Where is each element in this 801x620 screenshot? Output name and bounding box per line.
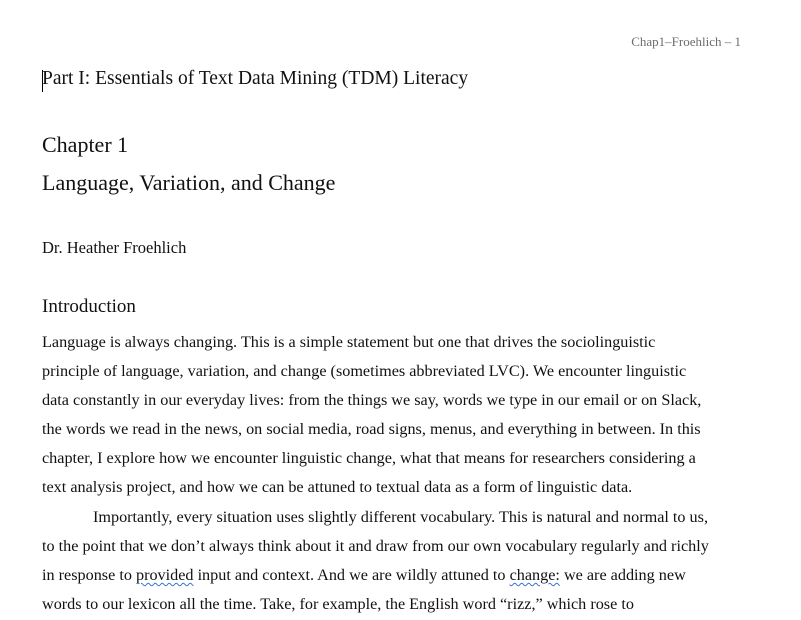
chapter-title[interactable]: Language, Variation, and Change [42,170,336,195]
body-line: Importantly, every situation uses slightly different vocabulary. This is natural and normal to us, [93,507,708,526]
body-line: principle of language, variation, and change (sometimes abbreviated LVC). We encounter linguistic [42,362,687,381]
grammar-flagged-word[interactable]: change: [509,565,560,584]
part-title[interactable]: Part I: Essentials of Text Data Mining (TDM) Literacy [42,68,469,89]
body-line: text analysis project, and how we can be attuned to textual data as a form of linguistic data. [42,478,633,497]
body-text[interactable] [42,328,742,619]
body-line: chapter, I explore how we encounter linguistic change, what that means for researchers considering a [42,449,696,468]
body-line: the words we read in the news, on social media, road signs, menus, and everything in between. In this [42,420,701,439]
text-run: input and context. And we are wildly attuned to [193,565,510,584]
body-line: Language is always changing. This is a simple statement but one that drives the sociolinguistic [42,333,656,351]
running-head: Chap1–Froehlich – 1 [631,34,741,49]
body-line: words to our lexicon all the time. Take, for example, the English word “rizz,” which rose to [42,594,634,613]
section-heading[interactable]: Introduction [42,296,136,317]
body-line: data constantly in our everyday lives: from the things we say, words we type in our email or on Slack, [42,391,702,410]
chapter-label[interactable]: Chapter 1 [42,132,129,157]
text-run: we are adding new [559,565,686,584]
body-line [42,561,742,590]
text-run: in response to [42,565,136,584]
grammar-flagged-word[interactable]: provided [135,565,194,584]
author-line[interactable]: Dr. Heather Froehlich [42,238,187,257]
body-line: to the point that we don’t always think about it and draw from our own vocabulary regularly and richly [42,536,709,555]
